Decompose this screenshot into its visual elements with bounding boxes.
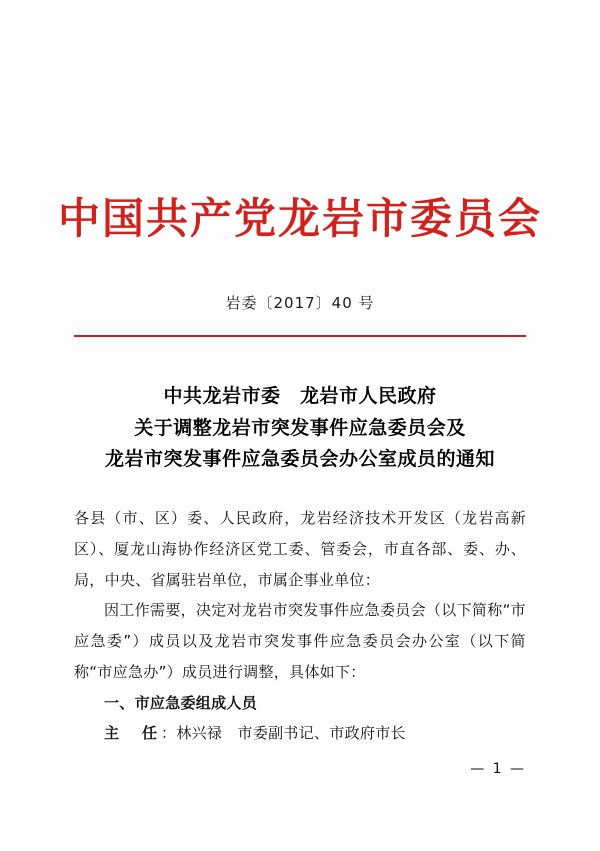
body-paragraph-1: 因工作需要，决定对龙岩市突发事件应急委员会（以下简称“市应急委”）成员以及龙岩市突发事件应急委员会办公室（以下简称“市应急办”）成员进行调整，具体如下： <box>74 601 526 681</box>
page-number: — 1 — <box>470 761 526 777</box>
recipients-paragraph: 各县（市、区）委、人民政府，龙岩经济技术开发区（龙岩高新区）、厦龙山海协作经济区党工委、管委会，市直各部、委、办、局，中央、省属驻岩单位，市属企事业单位： <box>74 509 526 589</box>
title-line-3: 龙岩市突发事件应急委员会办公室成员的通知 <box>104 447 495 470</box>
document-body <box>74 503 526 749</box>
document-title <box>0 381 600 475</box>
title-line-1: 中共龙岩市委 龙岩市人民政府 <box>163 385 437 408</box>
document-number: 岩委〔2017〕40 号 <box>225 294 375 313</box>
section-heading-1: 一、市应急委组成人员 <box>104 693 258 712</box>
issuing-organization-title: 中国共产党龙岩市委员会 <box>57 194 542 243</box>
red-divider-rule <box>74 335 526 337</box>
title-line-2: 关于调整龙岩市突发事件应急委员会及 <box>134 416 466 439</box>
role-value: ：林兴禄 市委副书记、市政府市长 <box>161 724 406 743</box>
role-label: 主 任 <box>104 724 162 743</box>
member-role-line <box>74 718 526 749</box>
masthead <box>0 0 600 242</box>
